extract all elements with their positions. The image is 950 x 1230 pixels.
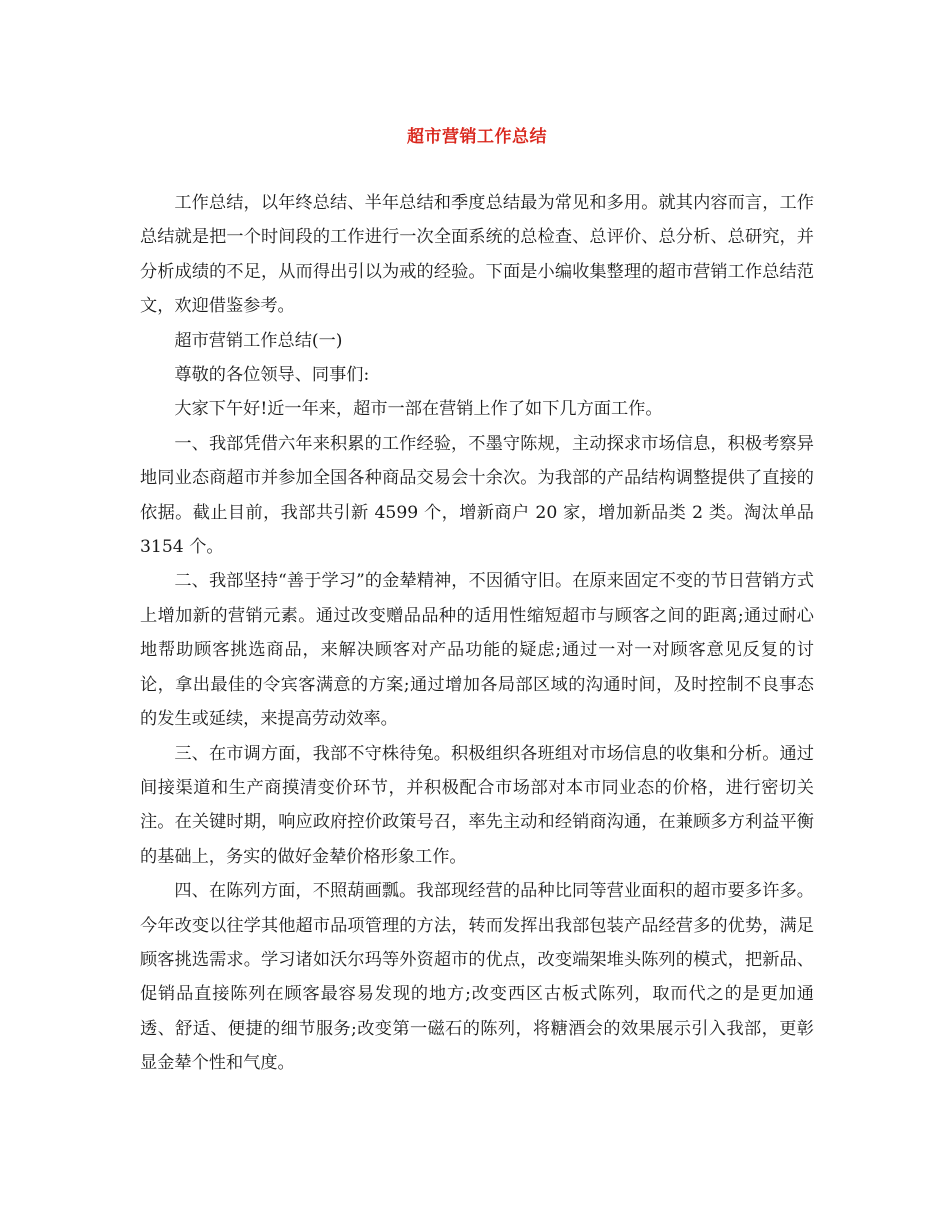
paragraph-point-2: 二、我部坚持“善于学习”的金辇精神，不因循守旧。在原来固定不变的节日营销方式上增加新的营销元素。通过改变赠品品种的适用性缩短超市与顾客之间的距离;通过耐心地帮助顾客挑选商品，来解决顾客对产品功能的疑虑;通过一对一对顾客意见反复的讨论，拿出最佳的令宾客满意的方案;通过增加各局部区域的沟通时间，及时控制不良事态的发生或延续，来提高劳动效率。 (140, 571, 814, 730)
paragraph-intro: 工作总结，以年终总结、半年总结和季度总结最为常见和多用。就其内容而言，工作总结就是把一个时间段的工作进行一次全面系统的总检查、总评价、总分析、总研究，并分析成绩的不足，从而得出引以为戒的经验。下面是小编收集整理的超市营销工作总结范文，欢迎借鉴参考。 (140, 193, 814, 317)
paragraph-point-1: 一、我部凭借六年来积累的工作经验，不墨守陈规，主动探求市场信息，积极考察异地同业态商超市并参加全国各种商品交易会十余次。为我部的产品结构调整提供了直接的依据。截止目前，我部共引新 4599 个，增新商户 20 家，增加新品类 2 类。淘汰单品 3154 个。 (140, 433, 814, 558)
paragraph-point-4: 四、在陈列方面，不照葫画瓢。我部现经营的品种比同等营业面积的超市要多许多。今年改变以往学其他超市品项管理的方法，转而发挥出我部包装产品经营多的优势，满足顾客挑选需求。学习诸如沃尔玛等外资超市的优点，改变端架堆头陈列的模式，把新品、促销品直接陈列在顾客最容易发现的地方;改变西区古板式陈列，取而代之的是更加通透、舒适、便捷的细节服务;改变第一磁石的陈列，将糖酒会的效果展示引入我部，更彰显金辇个性和气度。 (140, 881, 814, 1074)
paragraph-subtitle: 超市营销工作总结(一) (174, 330, 343, 351)
paragraph-point-3: 三、在市调方面，我部不守株待兔。积极组织各班组对市场信息的收集和分析。通过间接渠道和生产商摸清变价环节，并积极配合市场部对本市同业态的价格，进行密切关注。在关键时期，响应政府控价政策号召，率先主动和经销商沟通，在兼顾多方利益平衡的基础上，务实的做好金辇价格形象工作。 (140, 743, 814, 867)
paragraph-greeting: 大家下午好!近一年来，超市一部在营销上作了如下几方面工作。 (174, 399, 663, 420)
document-title: 超市营销工作总结 (407, 127, 547, 147)
document-body (140, 186, 814, 1081)
paragraph-salutation: 尊敬的各位领导、同事们: (174, 365, 370, 386)
